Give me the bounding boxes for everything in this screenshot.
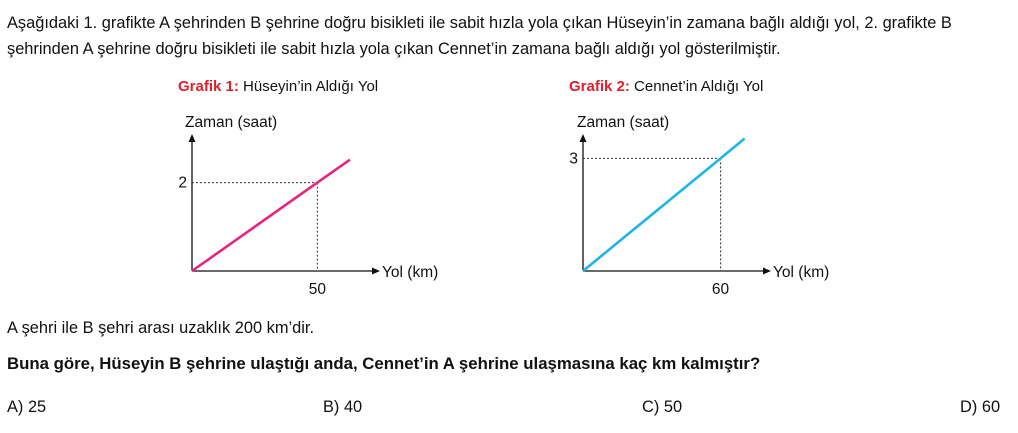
option-c[interactable]: C) 50 [642,398,683,416]
chart-2-x-tick: 60 [711,281,730,298]
option-b[interactable]: B) 40 [323,398,363,416]
chart-2-title-text: Cennet’in Aldığı Yol [634,78,764,95]
chart-1-title [178,78,378,95]
question-prompt: Buna göre, Hüseyin B şehrine ulaştığı anda, Cennet’in A şehrine ulaşmasına kaç km kalmıştır? [7,354,761,373]
chart-1-xlabel: Yol (km) [382,264,439,281]
chart-1-series-line [192,160,350,271]
chart-1-title-text: Hüseyin’in Aldığı Yol [243,78,379,95]
chart-1-x-axis-arrow [372,268,380,275]
chart-1 [160,100,460,300]
chart-2 [551,100,851,300]
option-a[interactable]: A) 25 [7,398,47,416]
chart-2-ylabel: Zaman (saat) [577,114,670,131]
chart-1-ylabel: Zaman (saat) [185,114,278,131]
chart-2-y-tick: 3 [569,150,578,168]
chart-1-x-tick: 50 [308,281,326,298]
chart-1-y-tick: 2 [178,174,187,192]
chart-2-y-axis-arrow [580,134,587,142]
chart-2-xlabel: Yol (km) [773,264,830,281]
distance-info: A şehri ile B şehri arası uzaklık 200 km’dir. [7,319,314,337]
chart-1-y-axis-arrow [189,134,196,142]
chart-2-title [569,78,763,95]
option-d[interactable]: D) 60 [960,398,1001,416]
question-intro: Aşağıdaki 1. grafikte A şehrinden B şehrine doğru bisikleti ile sabit hızla yola çıkan Hüseyin’in zamana bağlı aldığı yol, 2. grafikte B şehrinden A şehrine doğru bisikleti ile sabit hızla yola çıkan Cennet’in zamana bağlı aldığı yol gösterilmiştir. [7,14,952,58]
chart-2-x-axis-arrow [763,268,771,275]
chart-2-title-lead: Grafik 2: [569,78,630,95]
chart-1-title-lead: Grafik 1: [178,78,239,95]
